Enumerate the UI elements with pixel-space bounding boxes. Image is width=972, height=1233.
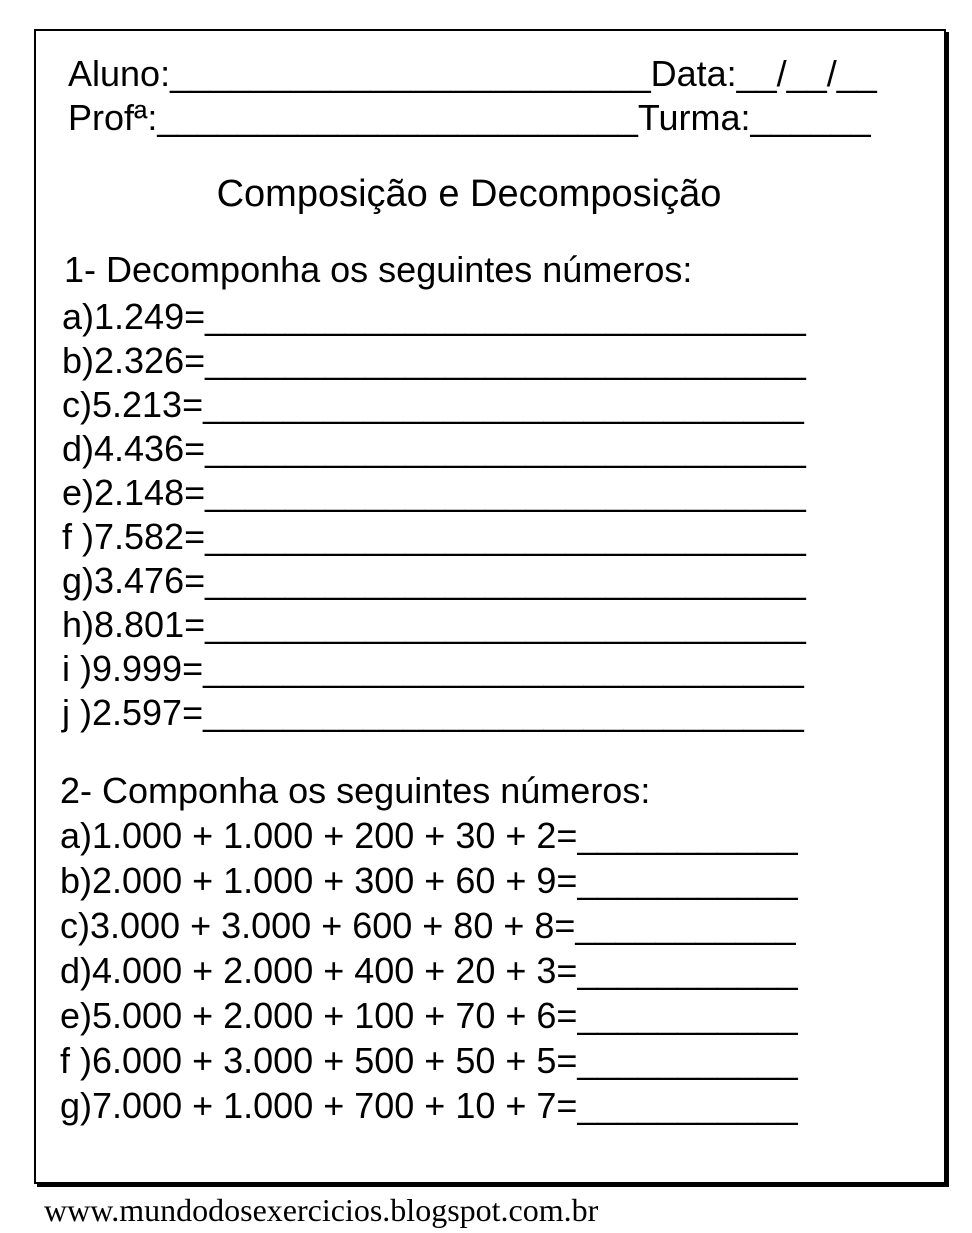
decompose-item: h)8.801=______________________________ [62,604,806,645]
decompose-item: e)2.148=______________________________ [62,472,806,513]
compose-item: f )6.000 + 3.000 + 500 + 50 + 5=___________ [60,1040,798,1081]
teacher-class-line: Profª:________________________Turma:______ [68,97,871,138]
decompose-item: g)3.476=______________________________ [62,560,806,601]
decompose-item: b)2.326=______________________________ [62,340,806,381]
compose-item: d)4.000 + 2.000 + 400 + 20 + 3=___________ [60,950,798,991]
section1-heading: 1- Decomponha os seguintes números: [64,249,693,290]
decompose-item: j )2.597=______________________________ [62,692,804,733]
website-footer: www.mundodosexercicios.blogspot.com.br [44,1192,599,1228]
decompose-item: i )9.999=______________________________ [62,648,804,689]
decompose-item: c)5.213=______________________________ [62,384,804,425]
compose-item: a)1.000 + 1.000 + 200 + 30 + 2=___________ [60,815,798,856]
decompose-item: a)1.249=______________________________ [62,296,806,337]
decompose-item: f )7.582=______________________________ [62,516,806,557]
compose-item: g)7.000 + 1.000 + 700 + 10 + 7=___________ [60,1085,798,1126]
compose-item: b)2.000 + 1.000 + 300 + 60 + 9=___________ [60,860,798,901]
compose-item: e)5.000 + 2.000 + 100 + 70 + 6=___________ [60,995,798,1036]
section2-heading: 2- Componha os seguintes números: [60,770,651,811]
compose-item: c)3.000 + 3.000 + 600 + 80 + 8=___________ [60,905,796,946]
decompose-item: d)4.436=______________________________ [62,428,806,469]
worksheet-title: Composição e Decomposição [216,173,722,215]
student-name-date-line: Aluno:________________________Data:__/__/__ [68,53,877,94]
